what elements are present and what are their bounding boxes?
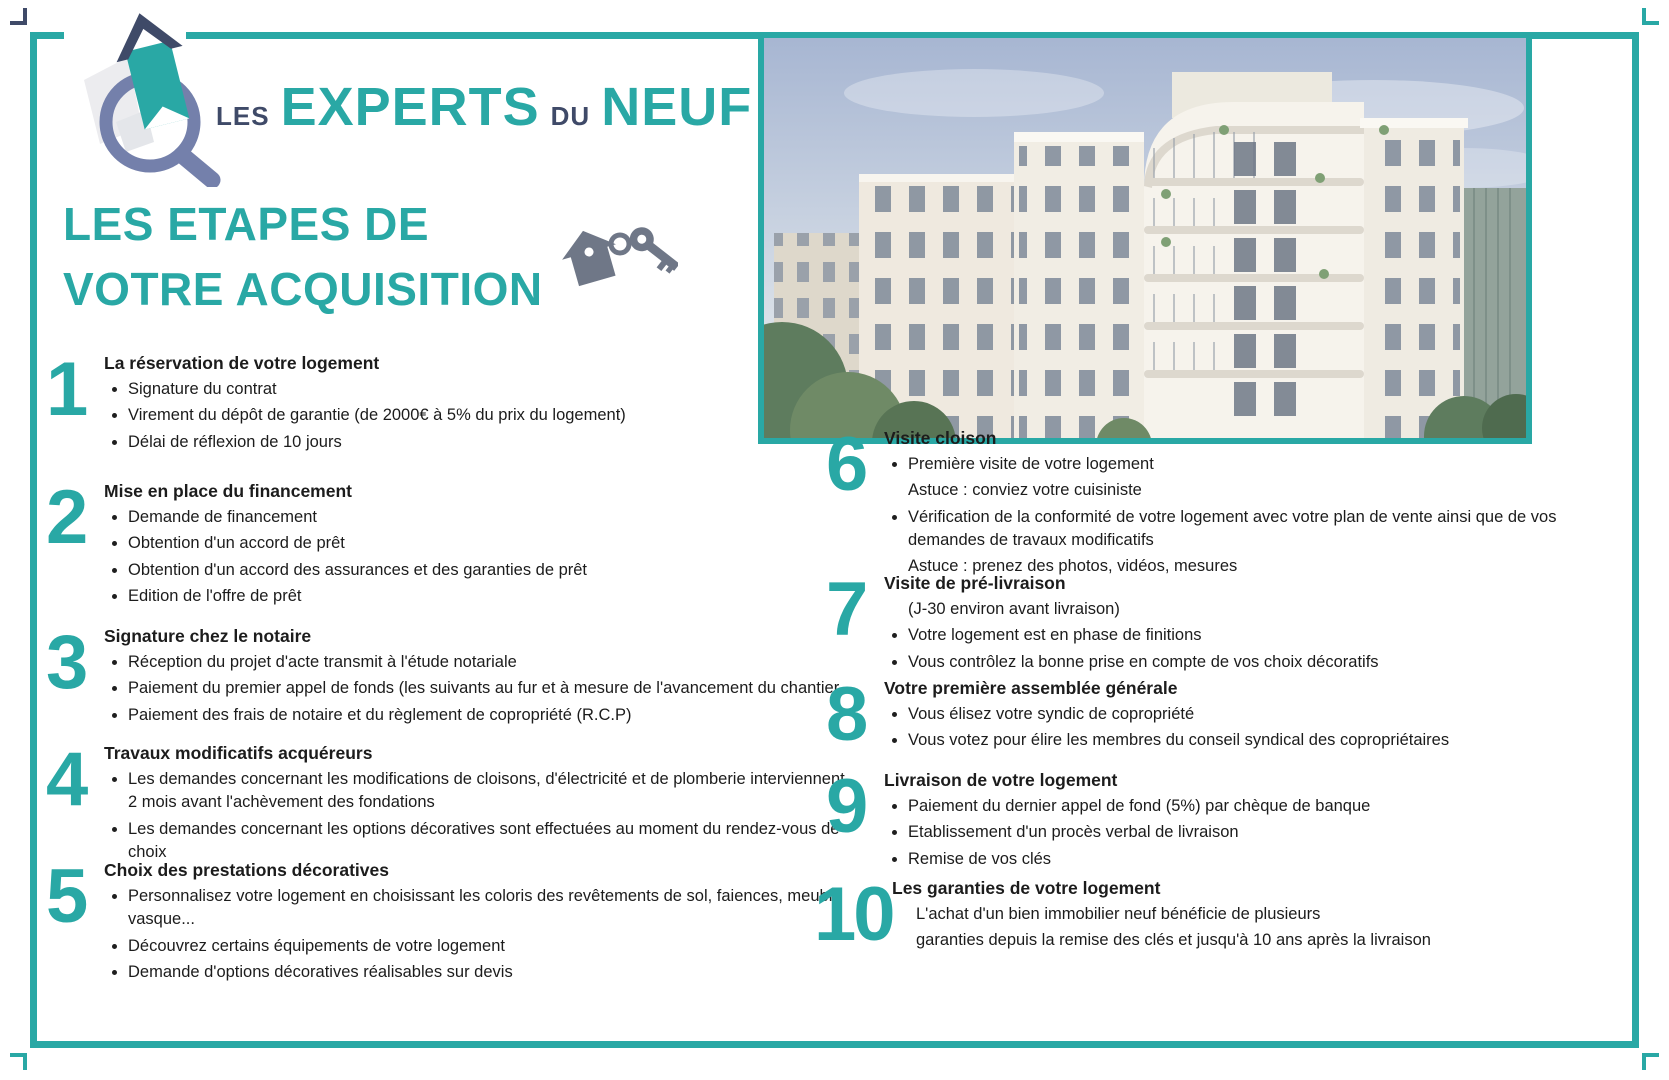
step-bullet-item: Signature du contrat <box>104 378 851 401</box>
step-10-items <box>892 903 1616 953</box>
step-note-line: L'achat d'un bien immobilier neuf bénéficie de plusieurs <box>916 904 1321 923</box>
step-2-title: Mise en place du financement <box>104 481 352 501</box>
step-bullet-item: Vous votez pour élire les membres du conseil syndical des copropriétaires <box>884 729 1616 752</box>
step-bullet-item: Première visite de votre logement <box>884 453 1616 476</box>
step-10 <box>814 872 1616 957</box>
step-4 <box>46 737 858 867</box>
step-3-title: Signature chez le notaire <box>104 626 312 646</box>
brand-word-experts: EXPERTS <box>280 77 540 137</box>
step-8 <box>826 672 1616 757</box>
step-9-number: 9 <box>826 764 866 849</box>
corner-mark-bottom-right <box>1642 1053 1659 1070</box>
step-5-title: Choix des prestations décoratives <box>104 860 389 880</box>
step-bullet-item: Obtention d'un accord des assurances et des garanties de prêt <box>104 559 851 582</box>
step-6-items <box>884 453 1616 579</box>
step-note-line: Astuce : prenez des photos, vidéos, mesures <box>908 557 1238 576</box>
step-5-items <box>104 885 851 985</box>
step-bullet-item: Votre logement est en phase de finitions <box>884 624 1616 647</box>
step-bullet-item: Edition de l'offre de prêt <box>104 585 851 608</box>
step-6-title: Visite cloison <box>884 428 997 448</box>
step-3-items <box>104 651 851 727</box>
step-bullet-item: Demande de financement <box>104 506 851 529</box>
step-4-title: Travaux modificatifs acquéreurs <box>104 743 373 763</box>
corner-mark-bottom-left <box>10 1053 27 1070</box>
house-keys-icon <box>552 214 678 300</box>
step-bullet-item: Remise de vos clés <box>884 848 1616 871</box>
step-2-items <box>104 506 851 609</box>
step-bullet-item: Vous élisez votre syndic de copropriété <box>884 703 1616 726</box>
step-bullet-item: Obtention d'un accord de prêt <box>104 532 851 555</box>
step-bullet-item: Les demandes concernant les options décoratives sont effectuées au moment du rendez-vous de choix <box>104 818 858 865</box>
step-9-items <box>884 795 1616 871</box>
step-bullet-item: Délai de réflexion de 10 jours <box>104 431 851 454</box>
step-1-number: 1 <box>46 347 86 432</box>
step-bullet-item: Réception du projet d'acte transmit à l'étude notariale <box>104 651 851 674</box>
step-5-number: 5 <box>46 854 86 939</box>
brand-word-neuf: NEUF <box>601 77 753 137</box>
step-bullet-item: Les demandes concernant les modifications de cloisons, d'électricité et de plomberie interviennent 2 mois avant l'achèvement des fondations <box>104 768 858 815</box>
step-note-line: (J-30 environ avant livraison) <box>908 599 1120 618</box>
step-bullet-item: Découvrez certains équipements de votre logement <box>104 935 851 958</box>
step-2-number: 2 <box>46 475 86 560</box>
step-7-number: 7 <box>826 567 866 652</box>
corner-mark-top-left <box>10 8 27 25</box>
step-10-title: Les garanties de votre logement <box>892 878 1161 898</box>
step-1-items <box>104 378 851 454</box>
step-7-title: Visite de pré-livraison <box>884 573 1066 593</box>
step-bullet-item: Paiement du dernier appel de fond (5%) par chèque de banque <box>884 795 1616 818</box>
step-3-number: 3 <box>46 620 86 705</box>
step-bullet-item: Personnalisez votre logement en choisissant les coloris des revêtements de sol, faiences, meuble vasque... <box>104 885 851 932</box>
step-bullet-item: Vérification de la conformité de votre logement avec votre plan de vente ainsi que de vos demandes de travaux modificatifs <box>884 506 1616 553</box>
step-3 <box>46 620 851 730</box>
corner-mark-top-right <box>1642 8 1659 25</box>
step-7-items <box>884 598 1616 674</box>
step-7 <box>826 567 1616 677</box>
step-8-title: Votre première assemblée générale <box>884 678 1178 698</box>
step-bullet-item: Paiement du premier appel de fonds (les suivants au fur et à mesure de l'avancement du chantier <box>104 677 851 700</box>
step-bullet-item: Demande d'options décoratives réalisables sur devis <box>104 961 851 984</box>
brand-logo <box>216 76 752 138</box>
building-photo <box>758 32 1532 444</box>
step-9-title: Livraison de votre logement <box>884 770 1118 790</box>
step-4-number: 4 <box>46 737 86 822</box>
step-1-title: La réservation de votre logement <box>104 353 380 373</box>
step-6 <box>826 422 1616 582</box>
step-bullet-item: Etablissement d'un procès verbal de livraison <box>884 821 1616 844</box>
step-bullet-item: Vous contrôlez la bonne prise en compte de vos choix décoratifs <box>884 651 1616 674</box>
house-magnifier-icon <box>76 2 226 187</box>
page-title-line1: LES ETAPES DE <box>63 198 430 250</box>
step-10-number: 10 <box>814 872 893 957</box>
step-1 <box>46 347 851 457</box>
step-9 <box>826 764 1616 874</box>
brand-word-du: DU <box>550 101 591 131</box>
step-note-line: Astuce : conviez votre cuisiniste <box>908 481 1142 500</box>
step-bullet-item: Paiement des frais de notaire et du règlement de copropriété (R.C.P) <box>104 704 851 727</box>
step-4-items <box>104 768 858 865</box>
step-note-line: garanties depuis la remise des clés et jusqu'à 10 ans après la livraison <box>916 931 1431 950</box>
page-title-line2: VOTRE ACQUISITION <box>63 263 543 316</box>
step-8-number: 8 <box>826 672 866 757</box>
brand-word-les: LES <box>216 101 270 131</box>
step-5 <box>46 854 851 987</box>
page-title <box>63 192 543 323</box>
step-bullet-item: Virement du dépôt de garantie (de 2000€ à 5% du prix du logement) <box>104 404 851 427</box>
step-8-items <box>884 703 1616 753</box>
step-6-number: 6 <box>826 422 866 507</box>
step-2 <box>46 475 851 611</box>
